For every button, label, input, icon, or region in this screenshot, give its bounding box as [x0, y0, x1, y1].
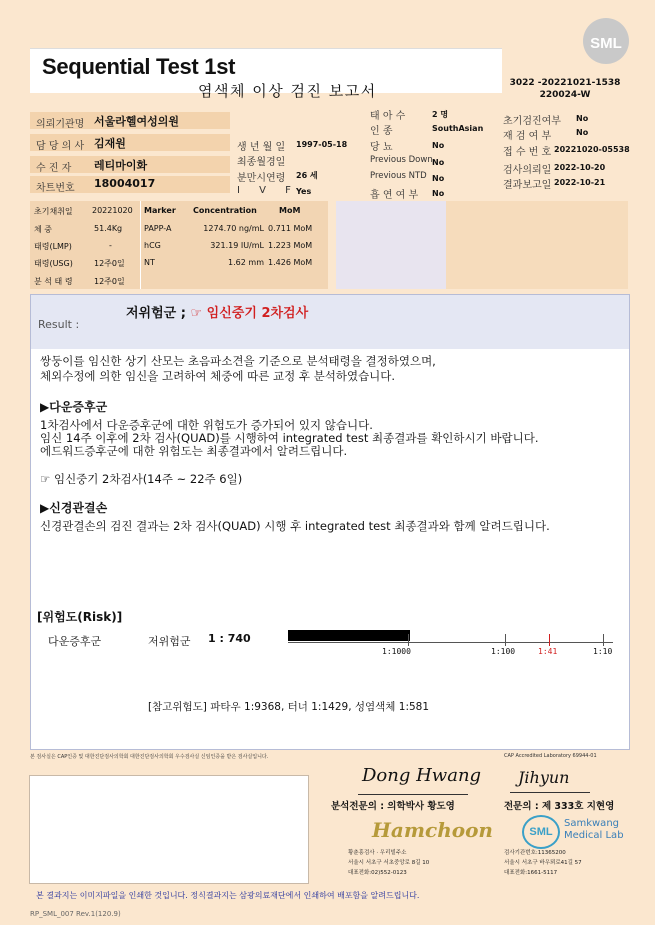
comment-box [29, 775, 309, 884]
info-value: 26 세 [296, 171, 318, 180]
signature-line [510, 792, 590, 793]
info-label: 분만시연령 [237, 173, 286, 184]
empty-panel [446, 201, 628, 289]
info-label: Previous Down [370, 155, 433, 165]
info-value: 서울라헬여성의원 [94, 115, 180, 128]
risk-condition: 다운증후군 [48, 635, 102, 648]
result-label: Result : [38, 318, 80, 331]
risk-level: 저위험군 [148, 635, 191, 648]
info-label: 당 뇨 [370, 142, 393, 153]
info-value: 18004017 [94, 177, 156, 190]
measure-value: 12주0일 [94, 259, 125, 268]
lab-name-line: Medical Lab [564, 830, 624, 841]
info-label: 태 아 수 [370, 111, 406, 122]
info-line: 서울시 서초구 서초중앙로 8길 10 [348, 860, 430, 866]
signer-right-title: 전문의 : 제 333호 지현영 [504, 801, 615, 812]
info-label: 결과보고일 [503, 180, 552, 191]
signer-left-title: 분석전문의 : 의학박사 황도영 [331, 801, 455, 812]
marker-conc: 1.62 mm [228, 258, 264, 267]
risk-bar [288, 630, 410, 641]
sml-logo: SML [583, 18, 629, 64]
info-value: No [432, 141, 445, 150]
intro-line: 체외수정에 의한 임신을 고려하여 체중에 따른 교정 후 분석하였습니다. [40, 369, 396, 383]
report-title-ko: 염색체 이상 검진 보고서 [198, 82, 377, 100]
empty-panel [336, 201, 446, 289]
result-group-text: 저위험군 ; [126, 306, 186, 321]
sml-lab-name [564, 818, 624, 842]
info-label: 검사의뢰일 [503, 165, 552, 176]
intro-line: 쌍둥이를 임신한 상기 산모는 초음파소견을 기준으로 분석태령을 결정하였으며, [40, 354, 436, 368]
risk-tick-label-cutoff: 1:41 [538, 647, 558, 656]
info-value: 2022-10-21 [554, 178, 606, 187]
signature-right: Jihyun [518, 768, 570, 787]
info-value: SouthAsian [432, 124, 484, 133]
info-label: Previous NTD [370, 171, 427, 181]
risk-tick-cutoff [549, 634, 550, 646]
info-label: 인 종 [370, 126, 393, 137]
info-value: 레티마이화 [94, 159, 148, 172]
info-label: 접 수 번 호 [503, 147, 552, 158]
hamchoon-logo: Hamchoon [372, 818, 493, 842]
marker-mom: 1.426 MoM [268, 258, 313, 267]
measure-value: 51.4Kg [94, 224, 123, 233]
revision-code: RP_SML_007 Rev.1(120.9) [30, 910, 121, 918]
accreditation-note: 본 검사실은 CAP인증 및 대한진단검사의학회 대한진단검사의학회 우수검사실 신임인증을 받은 검사실입니다. [30, 754, 269, 760]
marker-conc: 1274.70 ng/mL [203, 224, 264, 233]
measure-label: 초기채취일 [34, 207, 73, 216]
ntd-title: ▶신경관결손 [40, 501, 108, 515]
info-label: I V F [237, 185, 299, 196]
risk-tick-label: 1:1000 [382, 647, 411, 656]
info-value: 김재원 [94, 137, 126, 150]
info-value: No [576, 128, 589, 137]
marker-name: NT [144, 258, 155, 267]
down-syndrome-line: 임신 14주 이후에 2차 검사(QUAD)를 시행하여 integrated test 최종결과를 확인하시기 바랍니다. [40, 431, 539, 445]
concentration-header: Concentration [193, 206, 257, 215]
footer-note: 본 결과지는 이미지파일을 인쇄한 것입니다. 정식결과지는 삼광의료재단에서 인쇄하여 배포함을 알려드립니다. [36, 891, 420, 900]
doc-number-line1: 3022 -20221021-1538 [509, 78, 621, 88]
info-label: 흡 연 여 부 [370, 190, 419, 201]
risk-tick [408, 634, 409, 646]
marker-name: PAPP-A [144, 224, 172, 233]
info-line: 대표전화:1661-5117 [504, 870, 558, 876]
measure-value: 20221020 [92, 206, 133, 215]
info-label: 의뢰기관명 [36, 119, 85, 130]
lab-name-line: Samkwang [564, 818, 619, 829]
info-line: 서울시 서초구 바우뫼로41길 57 [504, 860, 582, 866]
measure-label: 태령(USG) [34, 259, 73, 268]
info-line: 대표전화:02)552-0123 [348, 870, 407, 876]
reference-risk: [참고위험도] 파타우 1:9368, 터너 1:1429, 성염색체 1:581 [148, 701, 430, 713]
risk-tick [603, 634, 604, 646]
signer-right-info [504, 848, 582, 878]
marker-name: hCG [144, 241, 161, 250]
result-recommend: ☞ 임신중기 2차검사 [190, 306, 309, 321]
result-group [126, 302, 308, 321]
info-value: 20221020-05538 [554, 145, 630, 154]
marker-conc: 321.19 IU/mL [210, 241, 264, 250]
doc-number-line2: 220024-W [539, 90, 591, 100]
risk-tick-label: 1:10 [593, 647, 613, 656]
down-syndrome-line: 1차검사에서 다운증후군에 대한 위험도가 증가되어 있지 않습니다. [40, 418, 373, 432]
down-syndrome-line: 에드워드증후군에 대한 위험도는 최종결과에서 알려드립니다. [40, 444, 348, 458]
signature-left: Dong Hwang [362, 765, 482, 786]
report-title-en: Sequential Test 1st [42, 54, 236, 79]
info-value: 1997-05-18 [296, 140, 348, 149]
info-value: No [432, 174, 445, 183]
info-label: 차트번호 [36, 183, 75, 194]
info-label: 최종월경일 [237, 157, 286, 168]
risk-title: [위험도(Risk)] [37, 610, 123, 624]
signer-left-info [348, 848, 429, 878]
risk-tick [505, 634, 506, 646]
measure-label: 태령(LMP) [34, 242, 72, 251]
measure-value: - [109, 241, 112, 250]
info-label: 수 진 자 [36, 163, 72, 174]
info-value: Yes [296, 187, 312, 196]
risk-ratio: 1 : 740 [208, 632, 251, 645]
info-value: 2022-10-20 [554, 163, 606, 172]
marker-mom: 0.711 MoM [268, 224, 313, 233]
info-label: 생 년 월 일 [237, 142, 286, 153]
down-syndrome-title: ▶다운증후군 [40, 400, 108, 414]
info-line: 황춘흥검사 · 우리빌주소 [348, 850, 407, 856]
mom-header: MoM [279, 206, 301, 215]
info-label: 재 검 여 부 [503, 131, 552, 142]
info-label: 담 당 의 사 [36, 141, 85, 152]
info-value: No [576, 114, 589, 123]
info-value: 2 명 [432, 110, 449, 119]
measure-label: 체 중 [34, 225, 52, 234]
risk-tick-label: 1:100 [491, 647, 516, 656]
result-header [31, 295, 629, 349]
sml-lab-logo: SML [522, 815, 560, 849]
mid-trimester-note: ☞ 임신중기 2차검사(14주 ~ 22주 6일) [40, 472, 243, 486]
marker-mom: 1.223 MoM [268, 241, 313, 250]
risk-axis [288, 642, 613, 643]
measure-label: 분 석 태 령 [34, 277, 73, 286]
info-value: No [432, 189, 445, 198]
grid-divider [140, 201, 141, 289]
info-value: No [432, 158, 445, 167]
measure-value: 12주0일 [94, 277, 125, 286]
marker-header: Marker [144, 206, 176, 215]
ntd-line: 신경관결손의 검진 결과는 2차 검사(QUAD) 시행 후 integrated test 최종결과와 함께 알려드립니다. [40, 519, 550, 533]
signature-line [358, 794, 468, 795]
info-label: 초기검진여부 [503, 116, 561, 127]
document-number [502, 77, 628, 101]
info-line: 검사기관번호:11365200 [504, 850, 566, 856]
cap-number: CAP Accredited Laboratory 69944-01 [504, 753, 597, 759]
